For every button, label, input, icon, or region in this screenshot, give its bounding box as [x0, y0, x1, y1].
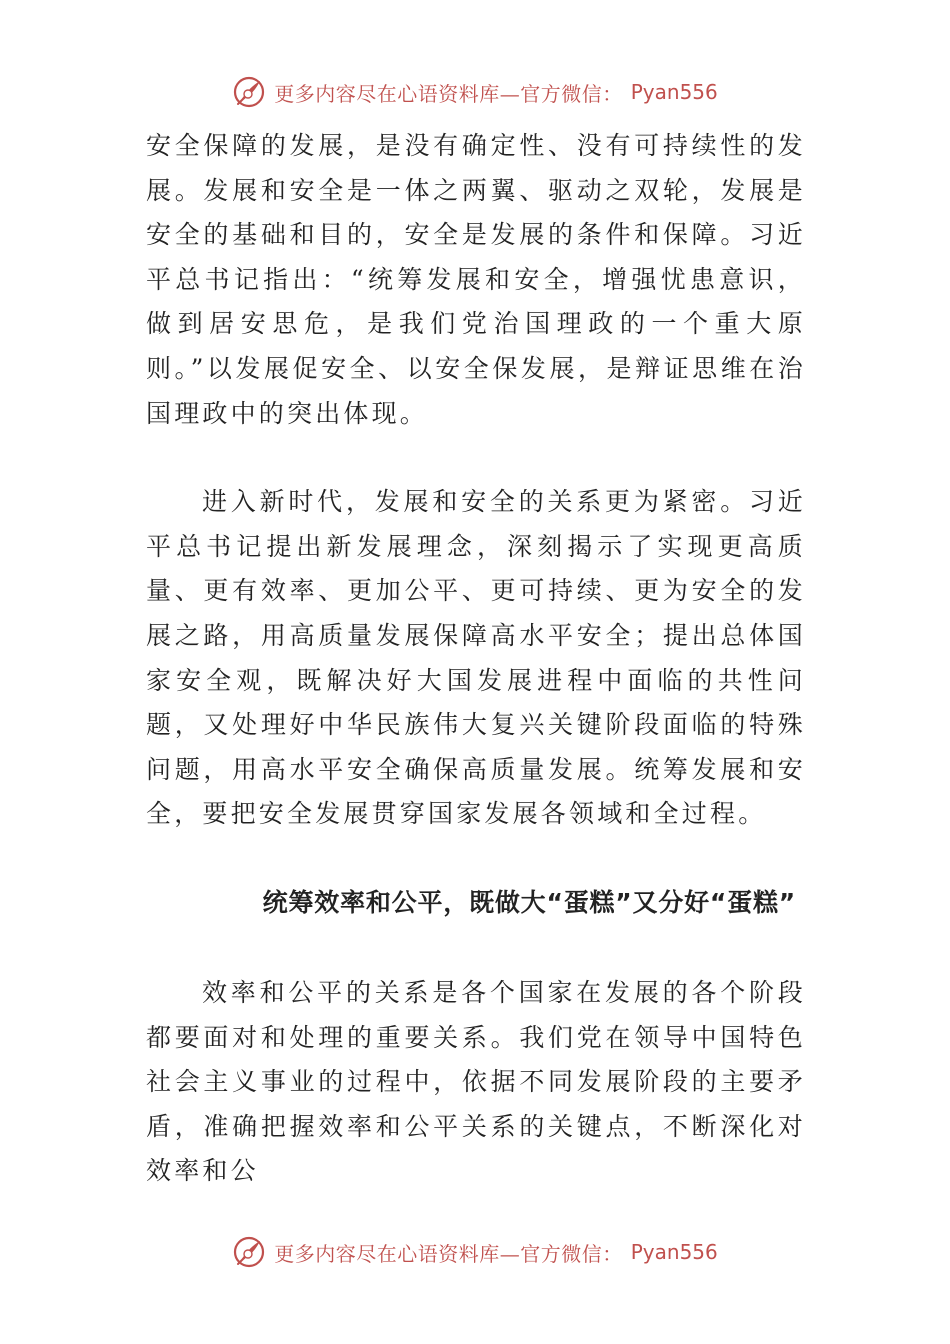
paragraph-spacer: [146, 436, 806, 480]
watermark-text: 更多内容尽在心语资料库—官方微信：: [274, 1241, 623, 1266]
document-body: [146, 124, 806, 1194]
section-heading: 统筹效率和公平，既做大“蛋糕”又分好“蛋糕”: [262, 887, 796, 917]
paragraph-1: 安全保障的发展，是没有确定性、没有可持续性的发展。发展和安全是一体之两翼、驱动之双轮，发展是安全的基础和目的，安全是发展的条件和保障。习近平总书记指出：“统筹发展和安全，增强忧患意识，做到居安思危，是我们党治国理政的一个重大原则。”以发展促安全、以安全保发展，是辩证思维在治国理政中的突出体现。: [146, 131, 806, 428]
feather-quill-icon: [232, 75, 266, 109]
paragraph-2: 进入新时代，发展和安全的关系更为紧密。习近平总书记提出新发展理念，深刻揭示了实现更高质量、更有效率、更加公平、更可持续、更为安全的发展之路，用高质量发展保障高水平安全；提出总体国家安全观，既解决好大国发展进程中面临的共性问题，又处理好中华民族伟大复兴关键阶段面临的特殊问题，用高水平安全确保高质量发展。统筹发展和安全，要把安全发展贯穿国家发展各领域和全过程。: [146, 487, 806, 829]
watermark-wechat-id: Pyan556: [630, 80, 718, 104]
paragraph-spacer: [146, 837, 806, 881]
watermark-text: 更多内容尽在心语资料库—官方微信：: [274, 81, 623, 106]
paragraph-spacer: [146, 925, 806, 971]
paragraph-3: 效率和公平的关系是各个国家在发展的各个阶段都要面对和处理的重要关系。我们党在领导中国特色社会主义事业的过程中，依据不同发展阶段的主要矛盾，准确把握效率和公平关系的关键点，不断深化对效率和公: [146, 977, 806, 1186]
header-watermark: [0, 72, 950, 112]
watermark-wechat-id: Pyan556: [630, 1240, 718, 1264]
footer-watermark: [0, 1232, 950, 1272]
feather-quill-icon: [232, 1235, 266, 1269]
